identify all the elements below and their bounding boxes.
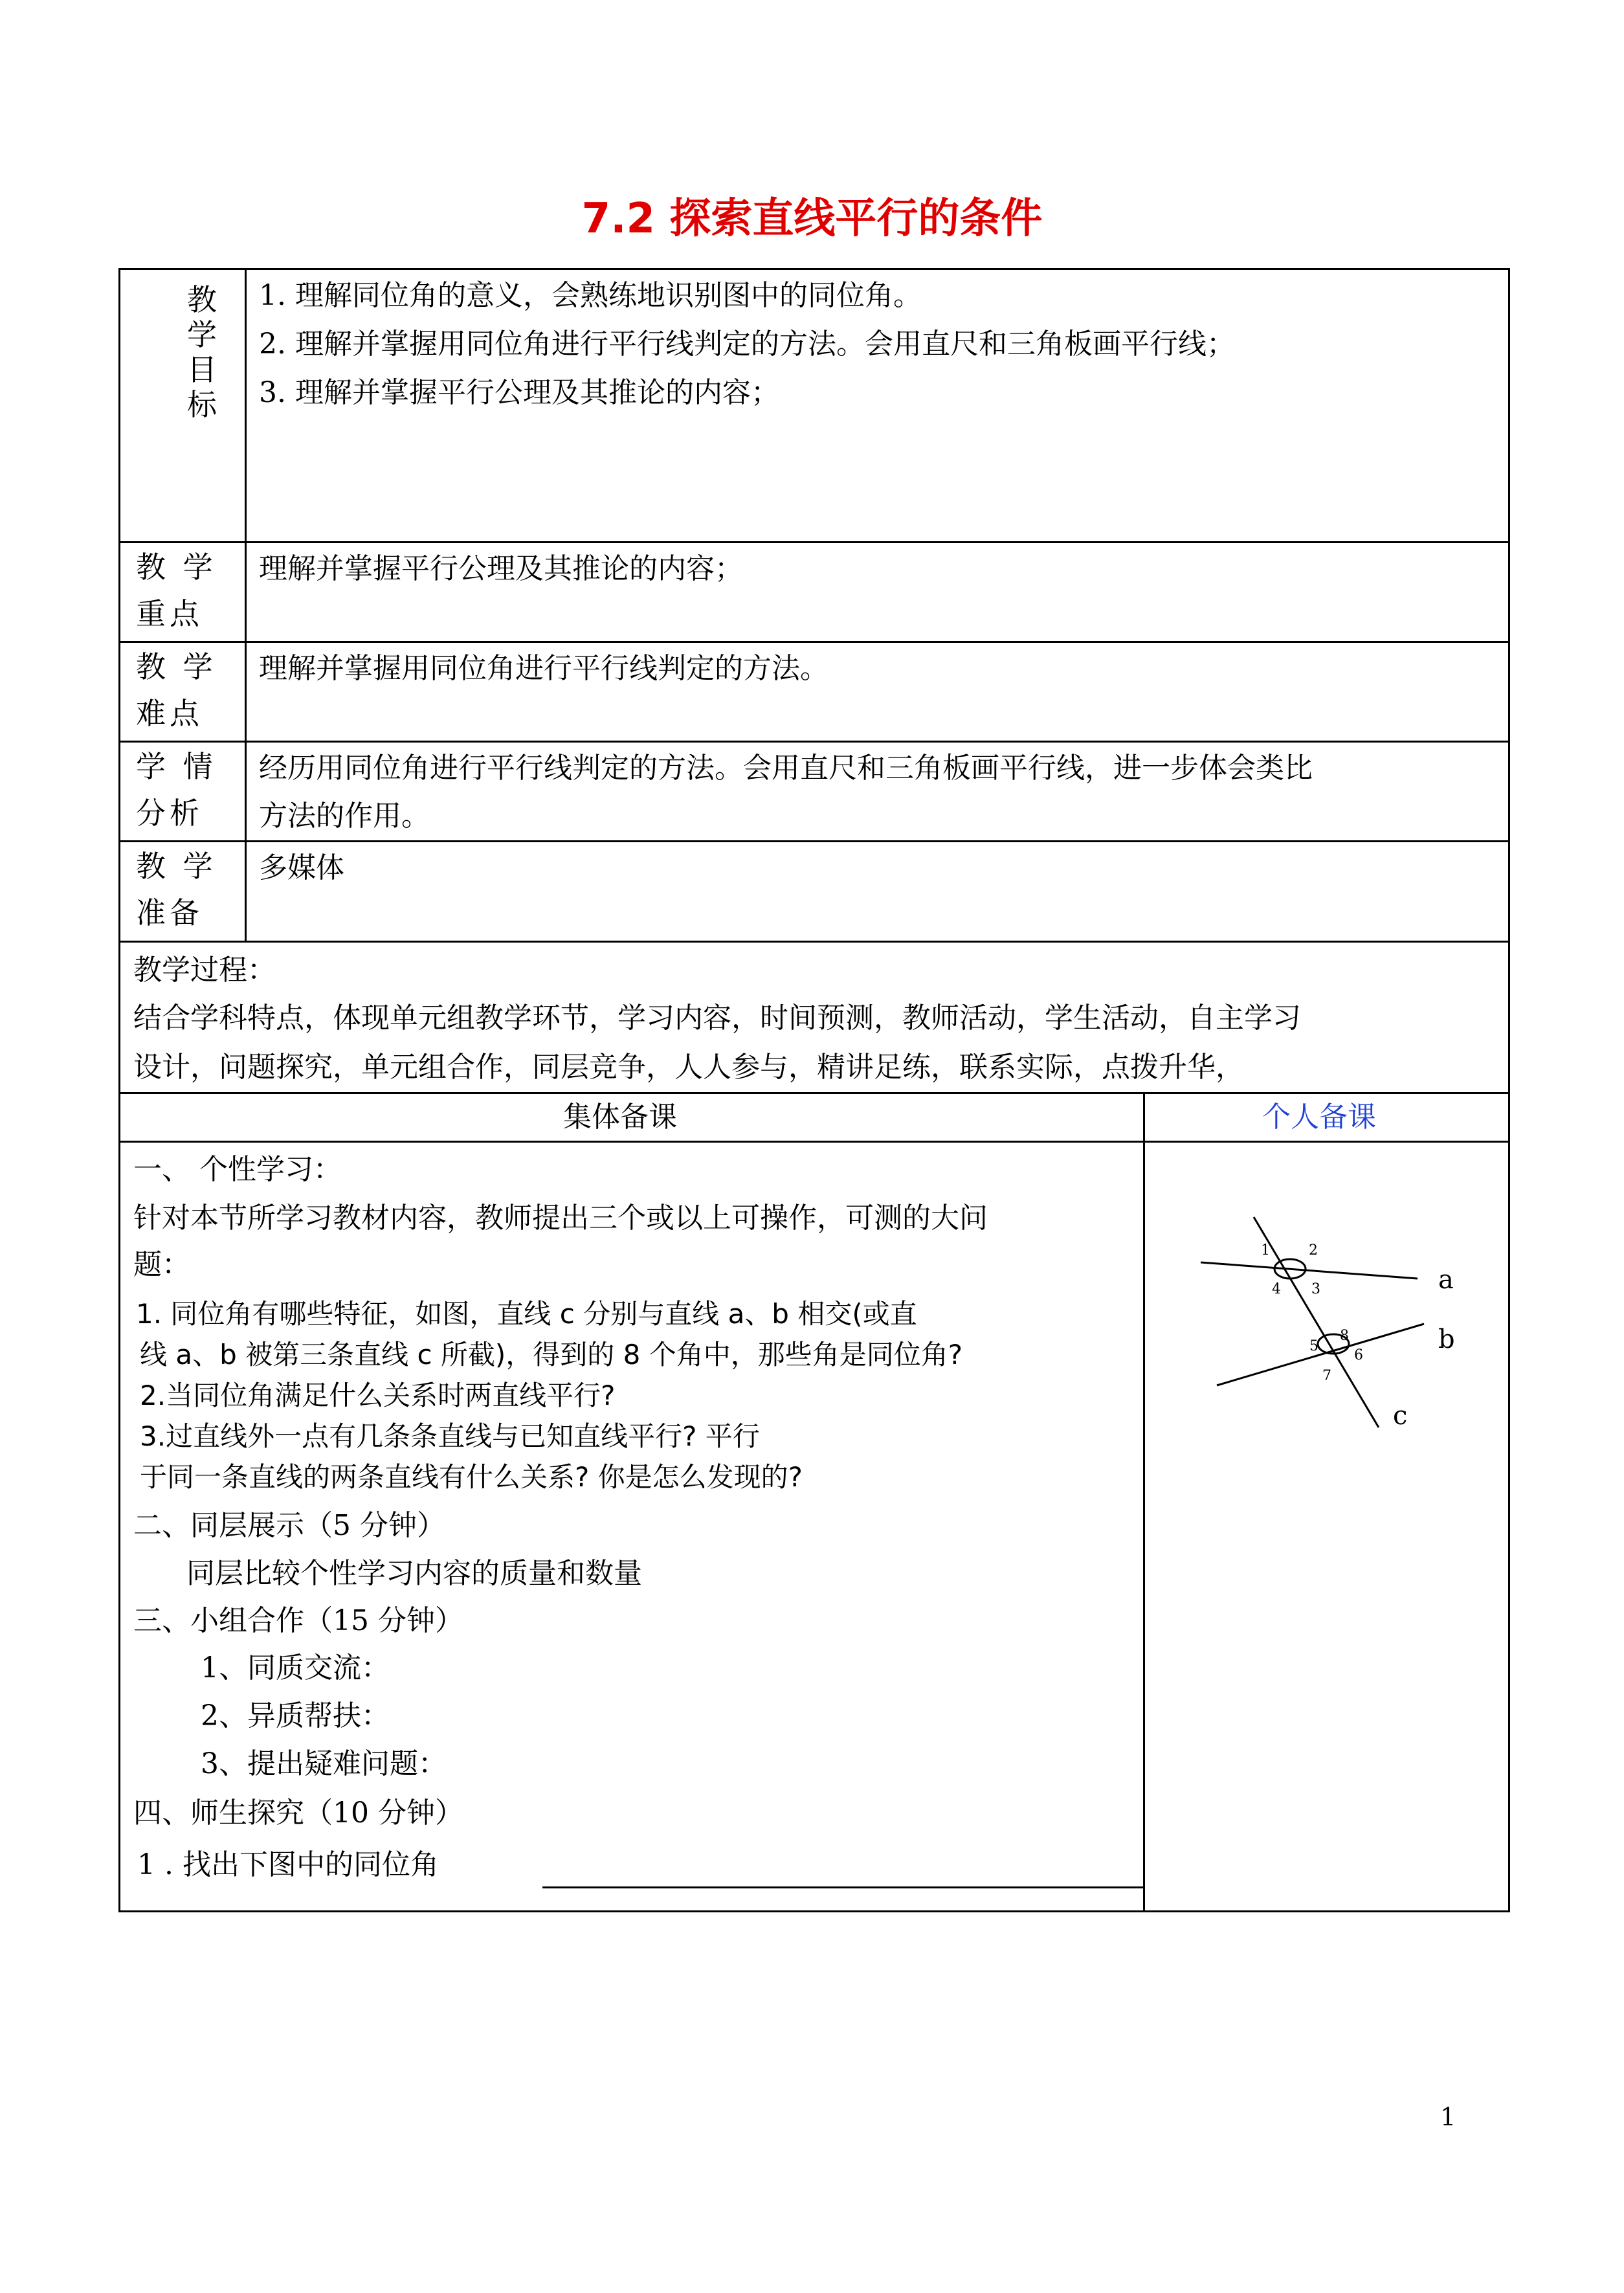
difficulties-content: 理解并掌握用同位角进行平行线判定的方法。 xyxy=(259,652,829,685)
angle-label: 4 xyxy=(1272,1281,1281,1297)
process-line: 结合学科特点，体现单元组教学环节，学习内容，时间预测，教师活动，学生活动，自主学习 xyxy=(133,1001,1301,1035)
section-intro: 题： xyxy=(133,1248,190,1281)
analysis-line: 方法的作用。 xyxy=(259,800,430,833)
objective-item: 2. 理解并掌握用同位角进行平行线判定的方法。会用直尺和三角板画平行线； xyxy=(259,328,1235,361)
question-item: 2.当同位角满足什么关系时两直线平行? xyxy=(140,1380,616,1411)
angle-label: 2 xyxy=(1309,1242,1318,1258)
analysis-label: 学 情 分析 xyxy=(136,749,217,831)
row-divider xyxy=(118,1092,1510,1094)
list-item: 3、提出疑难问题： xyxy=(201,1747,447,1780)
task-item: 1 . 找出下图中的同位角 xyxy=(137,1848,439,1881)
line-label: c xyxy=(1393,1401,1408,1431)
row-divider xyxy=(118,741,1510,743)
angle-label: 1 xyxy=(1261,1242,1270,1258)
transversal-diagram xyxy=(1185,1204,1469,1450)
row-divider xyxy=(118,840,1510,842)
personal-prep-header: 个人备课 xyxy=(1262,1101,1376,1134)
section-heading: 三、小组合作（15 分钟） xyxy=(133,1604,463,1637)
page-title: 7.2 探索直线平行的条件 xyxy=(581,195,1043,243)
preparation-content: 多媒体 xyxy=(259,851,344,884)
row-divider xyxy=(118,541,1510,543)
collective-prep-header: 集体备课 xyxy=(563,1101,677,1134)
objectives-label: 教 学 目 标 xyxy=(187,282,217,422)
section-heading: 一、 个性学习： xyxy=(133,1153,342,1186)
objective-item: 3. 理解并掌握平行公理及其推论的内容； xyxy=(259,376,779,409)
personal-column-divider xyxy=(1143,1092,1145,1912)
question-item: 1. 同位角有哪些特征，如图，直线 c 分别与直线 a、b 相交(或直 xyxy=(136,1298,917,1330)
list-item: 2、异质帮扶： xyxy=(201,1699,390,1732)
row-divider xyxy=(118,1141,1510,1143)
angle-label: 7 xyxy=(1322,1368,1331,1384)
key-points-label: 教 学 重点 xyxy=(136,550,217,631)
line-label: b xyxy=(1438,1325,1455,1354)
section-heading: 四、师生探究（10 分钟） xyxy=(133,1796,463,1829)
row-divider xyxy=(118,641,1510,643)
question-item: 线 a、b 被第三条直线 c 所截)，得到的 8 个角中，那些角是同位角? xyxy=(140,1339,962,1370)
answer-line xyxy=(542,1886,1143,1888)
row-divider xyxy=(118,941,1510,943)
section-heading: 二、同层展示（5 分钟） xyxy=(133,1509,445,1542)
question-item: 3.过直线外一点有几条条直线与已知直线平行? 平行 xyxy=(140,1420,760,1452)
question-item: 于同一条直线的两条直线有什么关系? 你是怎么发现的? xyxy=(140,1461,803,1493)
objective-item: 1. 理解同位角的意义，会熟练地识别图中的同位角。 xyxy=(259,279,922,312)
line-label: a xyxy=(1438,1265,1454,1295)
process-heading: 教学过程： xyxy=(133,954,276,987)
angle-label: 8 xyxy=(1340,1328,1349,1344)
page-number: 1 xyxy=(1440,2103,1456,2131)
key-points-content: 理解并掌握平行公理及其推论的内容； xyxy=(259,552,743,585)
preparation-label: 教 学 准备 xyxy=(136,849,217,930)
line-b xyxy=(1217,1324,1424,1385)
process-line: 设计，问题探究，单元组合作，同层竞争，人人参与，精讲足练，联系实际，点拨升华， xyxy=(133,1051,1244,1084)
list-item: 1、同质交流： xyxy=(201,1651,390,1684)
line-a xyxy=(1201,1262,1418,1279)
difficulties-label: 教 学 难点 xyxy=(136,649,217,731)
section-content: 同层比较个性学习内容的质量和数量 xyxy=(186,1557,642,1590)
label-column-divider xyxy=(245,268,247,941)
section-intro: 针对本节所学习教材内容，教师提出三个或以上可操作，可测的大问 xyxy=(133,1202,988,1235)
angle-label: 5 xyxy=(1309,1338,1318,1354)
analysis-line: 经历用同位角进行平行线判定的方法。会用直尺和三角板画平行线，进一步体会类比 xyxy=(259,752,1313,785)
angle-label: 3 xyxy=(1311,1281,1320,1297)
angle-label: 6 xyxy=(1354,1347,1363,1363)
